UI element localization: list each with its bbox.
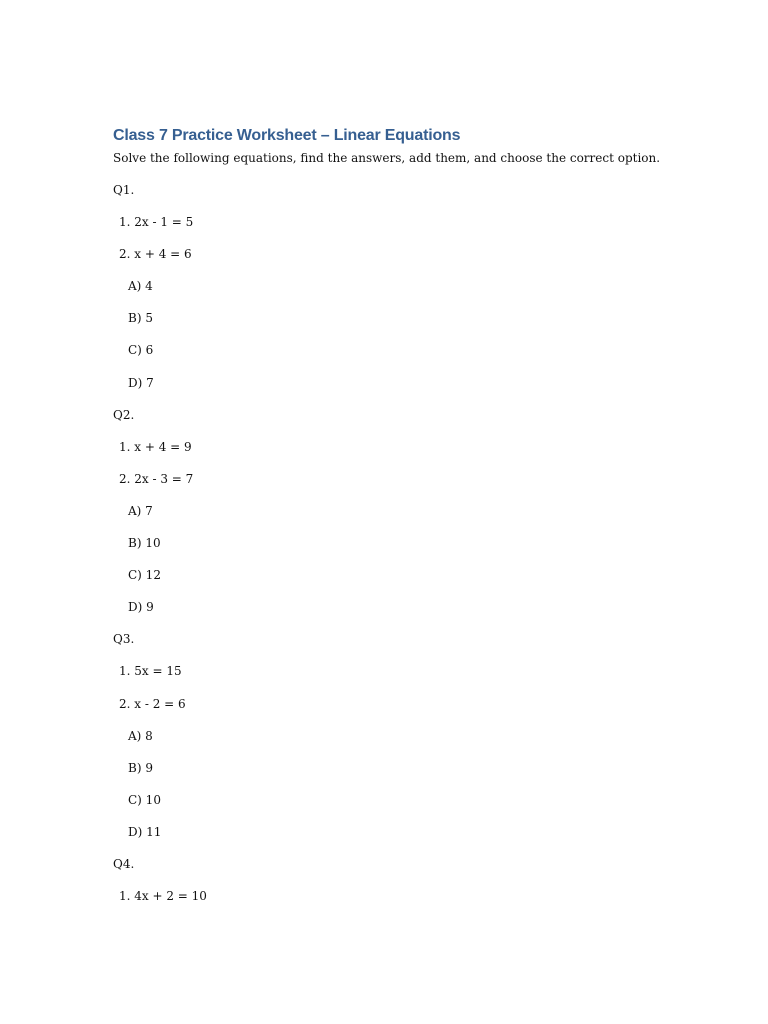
question-label: Q4. [113, 856, 135, 871]
question-block [113, 405, 713, 630]
answer-option: A) 8 [128, 728, 153, 743]
answer-option: C) 10 [128, 792, 161, 807]
answer-option: D) 7 [128, 375, 154, 390]
answer-option: A) 4 [128, 279, 153, 294]
question-block [113, 854, 713, 918]
equation-line: 1. 4x + 2 = 10 [119, 889, 207, 904]
equation-line: 2. x - 2 = 6 [119, 696, 186, 711]
question-block [113, 180, 713, 405]
answer-option: A) 7 [128, 503, 153, 518]
answer-option: C) 12 [128, 568, 161, 583]
question-label: Q3. [113, 632, 135, 647]
answer-option: B) 5 [128, 311, 153, 326]
worksheet-content [113, 124, 713, 918]
question-label: Q1. [113, 183, 135, 197]
equation-line: 2. 2x - 3 = 7 [119, 471, 194, 486]
equation-line: 1. x + 4 = 9 [119, 439, 192, 454]
equation-line: 1. 2x - 1 = 5 [119, 215, 194, 230]
worksheet-instructions: Solve the following equations, find the answers, add them, and choose the correct option. [113, 151, 661, 165]
equation-line: 2. x + 4 = 6 [119, 247, 192, 262]
answer-option: B) 10 [128, 536, 161, 551]
question-label: Q2. [113, 407, 135, 422]
equation-line: 1. 5x = 15 [119, 664, 182, 679]
answer-option: B) 9 [128, 760, 153, 775]
answer-option: D) 9 [128, 600, 154, 615]
question-block [113, 629, 713, 854]
worksheet-title: Class 7 Practice Worksheet – Linear Equations [113, 127, 461, 144]
answer-option: D) 11 [128, 824, 162, 839]
answer-option: C) 6 [128, 343, 154, 358]
